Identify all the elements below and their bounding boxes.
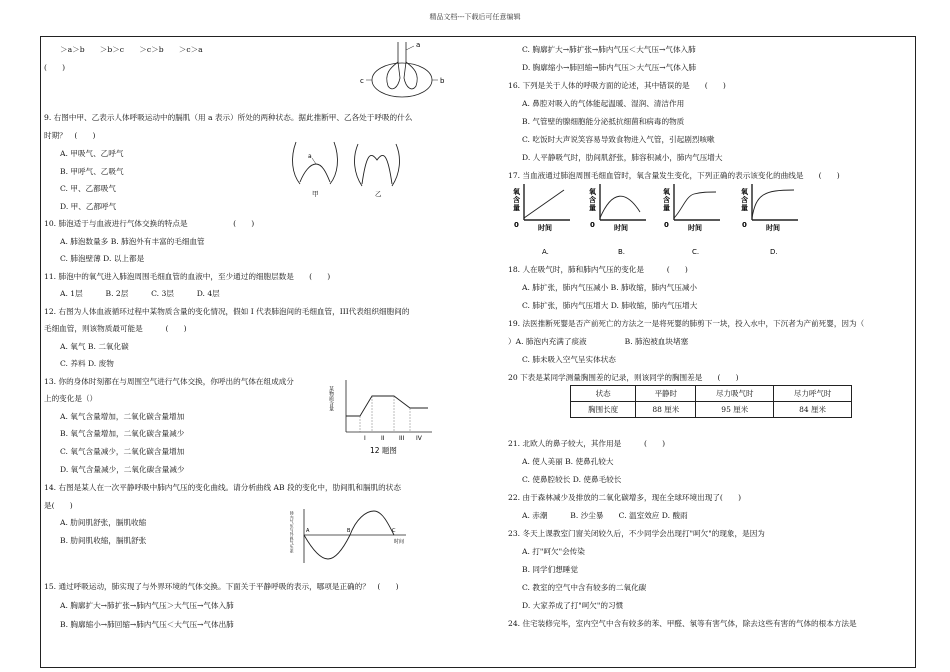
- q12-stem: 12. 右图为人体血液循环过程中某物质含量的变化情况，假如 I 代表肺泡间的毛细血管，III代表组织细胞间的: [44, 307, 410, 316]
- q9-option-d: D. 甲、乙都呼气: [60, 202, 117, 211]
- q17-graph-3: [663, 184, 720, 256]
- fig9-label-a: a: [308, 153, 312, 160]
- q23-option-a: A. 打"呵欠"会传染: [522, 547, 585, 556]
- q14-figure: [290, 505, 410, 567]
- lungs-figure: [360, 40, 450, 102]
- q10-options-ab: A. 肺泡数量多 B. 肺泡外有丰富的毛细血管: [60, 237, 205, 246]
- q16-option-d: D. 人平静吸气时，肋间肌舒张，肺容积减小，肺内气压增大: [522, 153, 723, 162]
- origin-label: 0: [664, 221, 669, 229]
- page-frame: [40, 36, 916, 668]
- q24-stem: 24. 住宅装修完毕，室内空气中含有较多的苯、甲醛、氡等有害气体，除去这些有害的气体的根本方法是: [508, 619, 857, 628]
- q15-option-a: A. 胸廓扩大→肺扩张→肺内气压＞大气压→气体入肺: [60, 601, 234, 610]
- q13-option-c: C. 氧气含量减少，二氧化碳含量增加: [60, 447, 185, 456]
- fig14-xlabel: 时间: [394, 539, 405, 545]
- q9-stem: 9. 右图中甲、乙表示人体呼吸运动中的膈肌（用 a 表示）所处的两种状态。据此推断甲、乙各处于呼吸的什么: [44, 113, 413, 122]
- table-row: [571, 402, 852, 418]
- q21-options-cd: C. 使鼻腔较长 D. 使鼻毛较长: [522, 475, 622, 484]
- q23-option-d: D. 大家养成了打"呵欠"的习惯: [522, 601, 624, 610]
- q12-options-cd: C. 养料 D. 废物: [60, 359, 114, 368]
- fig8-label-a: a: [416, 41, 421, 49]
- q17-stem: 17. 当血液通过肺泡周围毛细血管时，氧含量发生变化，下列正确的表示该变化的曲线是 ( ): [508, 171, 840, 180]
- y-label-char: 氧: [513, 188, 520, 196]
- y-label-char: 量: [741, 204, 748, 212]
- table-header-cell: 尽力吸气时: [696, 386, 774, 402]
- y-label-char: 含: [589, 196, 596, 204]
- q12-stem-cont: 毛细血管，则该物质最可能是 ( ): [44, 324, 187, 333]
- q12-options-ab: A. 氧气 B. 二氧化碳: [60, 342, 129, 351]
- y-label-char: 氧: [589, 188, 596, 196]
- option-label: D.: [770, 248, 778, 256]
- q11-options: A. 1层 B. 2层 C. 3层 D. 4层: [60, 289, 220, 298]
- origin-label: 0: [742, 221, 747, 229]
- q17-graph-2: [589, 184, 646, 256]
- fig12-caption: 12 题图: [370, 446, 397, 455]
- q21-stem: 21. 北欧人的鼻子较大，其作用是 ( ): [508, 439, 666, 448]
- option-label: C.: [692, 248, 700, 256]
- fig12-tick-2: II: [381, 435, 385, 442]
- q14-stem: 14. 右图是某人在一次平静呼吸中肺内气压的变化曲线。请分析曲线 AB 段的变化中，肋间肌和膈肌的状态: [44, 483, 401, 492]
- table-header-cell: 状态: [571, 386, 636, 402]
- table-cell: 胸围长度: [571, 402, 636, 418]
- fig8-label-c: c: [360, 77, 364, 85]
- q10-stem: 10. 肺泡适于与血液进行气体交换的特点是 ( ): [44, 219, 255, 228]
- q14-stem-cont: 是( ): [44, 501, 73, 510]
- table-header-cell: 平静时: [636, 386, 696, 402]
- q16-option-b: B. 气管壁的腺细胞能分泌抵抗细菌和病毒的物质: [522, 117, 685, 126]
- y-label-char: 含: [663, 196, 670, 204]
- fig12-tick-1: I: [364, 435, 366, 442]
- table-header-cell: 尽力呼气时: [774, 386, 852, 402]
- origin-label: 0: [514, 221, 519, 229]
- fig14-label-c: C: [392, 528, 396, 534]
- q22-stem: 22. 由于森林减少及排放的二氧化碳增多，现在全球环境出现了( ): [508, 493, 742, 502]
- page-header: 精品文档---下载后可任意编辑: [429, 13, 521, 21]
- q8-answer: ( ): [44, 63, 66, 72]
- q23-stem: 23. 冬天上课教室门窗关闭较久后，不少同学会出现打"呵欠"的现象，是因为: [508, 529, 765, 538]
- q13-stem-cont: 上的变化是（）: [44, 394, 98, 403]
- fig12-tick-3: III: [399, 435, 405, 442]
- fig9-label-yi: 乙: [375, 190, 382, 198]
- x-label: 时间: [688, 224, 702, 232]
- y-label-char: 含: [741, 196, 748, 204]
- fig12-ylabel: 某物质含量: [328, 386, 334, 411]
- table-cell: 88 厘米: [636, 402, 696, 418]
- q17-graph-4: [741, 184, 798, 256]
- table-cell: 84 厘米: [774, 402, 852, 418]
- q13-option-b: B. 氧气含量增加，二氧化碳含量减少: [60, 429, 185, 438]
- fig8-label-b: b: [440, 77, 445, 85]
- q18-options-cd: C. 肺扩张，肺内气压增大 D. 肺收缩，肺内气压增大: [522, 301, 698, 310]
- q13-stem: 13. 你的身体时刻都在与周围空气进行气体交换，你呼出的气体在组成成分: [44, 377, 294, 386]
- y-label-char: 含: [513, 196, 520, 204]
- q10-options-cd: C. 肺泡壁薄 D. 以上都是: [60, 254, 145, 263]
- q16-option-a: A. 鼻腔对吸入的气体能起温暖、湿润、清洁作用: [522, 99, 685, 108]
- q8-options: ＞a＞b ＞b＞c ＞c＞b ＞c＞a: [60, 45, 203, 54]
- q20-stem: 20 下表是某同学测量胸围差的记录，则该同学的胸围差是 ( ): [508, 373, 739, 382]
- q23-option-b: B. 同学们想睡觉: [522, 565, 578, 574]
- q15-option-b: B. 胸廓缩小→肺回缩→肺内气压＜大气压→气体出肺: [60, 620, 234, 629]
- y-label-char: 量: [589, 204, 596, 212]
- x-label: 时间: [766, 224, 780, 232]
- q9-stem-cont: 时期？ ( ): [44, 131, 96, 140]
- q19-stem: 19. 法医推断死婴是否产前死亡的方法之一是将死婴的肺剪下一块，投入水中，下沉者为产前死婴，因为（: [508, 319, 865, 328]
- fig14-label-a: A: [306, 528, 310, 534]
- q12-figure: [328, 376, 434, 458]
- y-label-char: 量: [663, 204, 670, 212]
- y-label-char: 氧: [741, 188, 748, 196]
- q20-table: [570, 385, 852, 418]
- y-label-char: 量: [513, 204, 520, 212]
- q9-option-b: B. 甲呼气、乙吸气: [60, 167, 124, 176]
- q17-graph-svg: [508, 182, 808, 260]
- q19-options-ab: ）A. 肺泡内充满了痰液 B. 肺泡被血块堵塞: [508, 337, 689, 346]
- table-cell: 95 厘米: [696, 402, 774, 418]
- option-label: B.: [618, 248, 626, 256]
- q15-stem: 15. 通过呼吸运动，肺实现了与外界环境的气体交换。下面关于平静呼吸的表示，哪项是正确的？ ( ): [44, 582, 399, 591]
- y-label-char: 氧: [663, 188, 670, 196]
- q15-option-c: C. 胸廓扩大→肺扩张→肺内气压＜大气压→气体入肺: [522, 45, 696, 54]
- table-header-row: [571, 386, 852, 402]
- fig12-tick-4: IV: [416, 435, 422, 442]
- linear-curve: [524, 190, 564, 218]
- q13-option-a: A. 氧气含量增加，二氧化碳含量增加: [60, 412, 185, 421]
- fig14-label-b: B: [347, 528, 351, 534]
- fig9-label-jia: 甲: [312, 190, 319, 198]
- q17-graphs: [508, 182, 808, 260]
- origin-label: 0: [590, 221, 595, 229]
- saturating-curve: [752, 190, 794, 218]
- q22-options: A. 赤潮 B. 沙尘暴 C. 温室效应 D. 酸雨: [522, 511, 688, 520]
- x-label: 时间: [614, 224, 628, 232]
- q14-option-b: B. 肋间肌收缩，膈肌舒张: [60, 536, 147, 545]
- q11-stem: 11. 肺泡中的氧气进入肺泡周围毛细血管的血液中，至少通过的细胞层数是 ( ): [44, 272, 331, 281]
- option-label: A.: [542, 248, 549, 256]
- rise-fall-curve: [600, 196, 640, 218]
- diaphragm-figure: [288, 134, 408, 198]
- q17-graph-1: [513, 184, 570, 256]
- q9-option-a: A. 甲吸气、乙呼气: [60, 149, 124, 158]
- q9-option-c: C. 甲、乙都吸气: [60, 184, 116, 193]
- q18-stem: 18. 人在吸气时，肺和肺内气压的变化是 ( ): [508, 265, 688, 274]
- q16-stem: 16. 下列是关于人体的呼吸方面的论述，其中错误的是 ( ): [508, 81, 726, 90]
- q21-options-ab: A. 使人美丽 B. 使鼻孔较大: [522, 457, 614, 466]
- q19-option-c: C. 肺未吸入空气呈实体状态: [522, 355, 616, 364]
- q14-option-a: A. 肋间肌舒张，膈肌收缩: [60, 518, 147, 527]
- q13-option-d: D. 氧气含量减少，二氧化碳含量减少: [60, 465, 185, 474]
- q23-option-c: C. 教室的空气中含有较多的二氧化碳: [522, 583, 647, 592]
- q15-option-d: D. 胸廓缩小→肺回缩→肺内气压＞大气压→气体入肺: [522, 63, 697, 72]
- step-curve: [674, 192, 716, 218]
- x-label: 时间: [538, 224, 552, 232]
- q16-option-c: C. 吃饭时大声说笑容易导致食物进入气管，引起剧烈咳嗽: [522, 135, 715, 144]
- q18-options-ab: A. 肺扩张，肺内气压减小 B. 肺收缩，肺内气压减小: [522, 283, 698, 292]
- fig14-ylabel: 肺内气压与外界气压差: [290, 511, 295, 553]
